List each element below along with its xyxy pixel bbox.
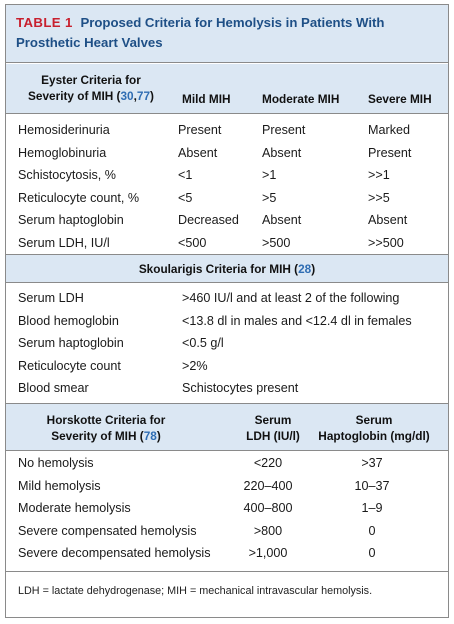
cell-ldh: >800	[253, 523, 283, 538]
table-row	[6, 310, 448, 333]
row-label: Severe decompensated hemolysis	[18, 546, 211, 561]
cell-severe: >>5	[368, 190, 390, 205]
horskotte-header-line-2	[26, 428, 186, 444]
table-row	[6, 542, 448, 565]
skoularigis-header-title	[6, 261, 448, 277]
row-label: Blood smear	[18, 381, 89, 396]
table-row	[6, 497, 448, 520]
cell-haptoglobin: >37	[361, 456, 383, 470]
title-line-1: Proposed Criteria for Hemolysis in Patients With	[80, 15, 385, 30]
cell-value: <13.8 dl in males and <12.4 dl in females	[182, 313, 412, 328]
row-label: Schistocytosis, %	[18, 168, 116, 183]
cell-mild: <5	[178, 190, 193, 205]
eyster-header-line-2	[12, 88, 170, 104]
cell-moderate: Absent	[262, 145, 302, 160]
col-serum-haptoglobin-line-1: Serum	[355, 413, 393, 427]
cell-moderate: Absent	[262, 213, 302, 228]
horskotte-ref[interactable]: 78	[143, 429, 157, 443]
cell-haptoglobin: 10–37	[354, 478, 390, 493]
col-mild-mih: Mild MIH	[182, 92, 231, 106]
cell-severe: Absent	[368, 213, 408, 228]
table-row	[6, 209, 448, 232]
cell-moderate: >1	[262, 168, 277, 183]
cell-severe: Present	[368, 145, 412, 160]
table-row	[6, 355, 448, 378]
cell-value: <0.5 g/l	[182, 336, 224, 351]
horskotte-header-line-1: Horskotte Criteria for	[46, 413, 166, 427]
eyster-header-line-1: Eyster Criteria for	[41, 73, 141, 87]
eyster-header-close: )	[150, 89, 154, 103]
eyster-ref-2[interactable]: 77	[136, 89, 151, 103]
cell-severe: >>1	[368, 168, 390, 183]
cell-ldh: <220	[253, 456, 283, 470]
eyster-ref-1[interactable]: 30	[120, 89, 134, 103]
cell-ldh: 400–800	[243, 501, 293, 516]
horskotte-header-title	[26, 412, 186, 444]
table-row	[6, 232, 448, 255]
row-label: Reticulocyte count	[18, 358, 121, 373]
cell-mild: Present	[178, 123, 222, 137]
eyster-ref-sep: ,	[133, 89, 137, 103]
table-row	[6, 452, 448, 475]
eyster-header-line-2-text: Severity of MIH (	[28, 89, 121, 103]
row-label: Severe compensated hemolysis	[18, 523, 197, 538]
cell-ldh: >1,000	[248, 546, 288, 561]
col-serum-ldh-line-1: Serum	[254, 413, 292, 427]
cell-value: >2%	[182, 358, 208, 373]
table-row	[6, 142, 448, 165]
table-title	[6, 5, 448, 63]
eyster-header-title	[12, 72, 170, 104]
table-row	[6, 187, 448, 210]
table-row	[6, 287, 448, 310]
table-row	[6, 119, 448, 142]
row-label: Serum LDH, IU/l	[18, 236, 110, 250]
table-footnote: LDH = lactate dehydrogenase; MIH = mechanical intravascular hemolysis.	[18, 585, 373, 597]
cell-moderate: Present	[262, 123, 306, 137]
row-label: Serum haptoglobin	[18, 336, 124, 351]
col-serum-haptoglobin	[308, 412, 440, 444]
cell-moderate: >500	[262, 236, 291, 250]
title-line-2: Prosthetic Heart Valves	[16, 35, 163, 50]
row-label: No hemolysis	[18, 456, 94, 470]
row-label: Hemoglobinuria	[18, 145, 107, 160]
cell-severe: >>500	[368, 236, 404, 250]
col-serum-haptoglobin-line-2: Haptoglobin (mg/dl)	[318, 429, 430, 443]
table-row	[6, 520, 448, 543]
cell-ldh: 220–400	[243, 478, 293, 493]
cell-mild: Absent	[178, 145, 218, 160]
cell-moderate: >5	[262, 190, 277, 205]
eyster-header	[6, 64, 448, 114]
table-row	[6, 332, 448, 355]
row-label: Reticulocyte count, %	[18, 190, 140, 205]
row-label: Serum haptoglobin	[18, 213, 124, 228]
row-label: Blood hemoglobin	[18, 313, 119, 328]
cell-mild: <1	[178, 168, 193, 183]
skoularigis-header-close: )	[311, 262, 316, 276]
criteria-table	[5, 4, 449, 618]
row-label: Mild hemolysis	[18, 478, 101, 493]
row-label: Moderate hemolysis	[18, 501, 131, 516]
col-serum-ldh-line-2: LDH (IU/l)	[246, 429, 300, 443]
cell-haptoglobin: 1–9	[361, 501, 383, 516]
cell-mild: Decreased	[178, 213, 239, 228]
skoularigis-ref[interactable]: 28	[298, 262, 312, 276]
cell-severe: Marked	[368, 123, 410, 137]
table-label: TABLE 1	[16, 15, 73, 30]
cell-haptoglobin: 0	[368, 546, 376, 561]
row-label: Hemosiderinuria	[18, 123, 110, 137]
section-divider	[6, 571, 448, 572]
horskotte-header-line-2-text: Severity of MIH (	[51, 429, 144, 443]
col-serum-ldh	[228, 412, 318, 444]
table-row	[6, 164, 448, 187]
cell-value: Schistocytes present	[182, 381, 299, 396]
cell-value: >460 IU/l and at least 2 of the following	[182, 291, 400, 305]
table-row	[6, 377, 448, 400]
col-moderate-mih: Moderate MIH	[262, 92, 340, 106]
horskotte-header	[6, 404, 448, 451]
row-label: Serum LDH	[18, 291, 84, 305]
skoularigis-header	[6, 255, 448, 283]
skoularigis-header-text: Skoularigis Criteria for MIH (	[138, 262, 299, 276]
col-severe-mih: Severe MIH	[368, 92, 432, 106]
cell-haptoglobin: 0	[368, 523, 376, 538]
cell-mild: <500	[178, 236, 207, 250]
table-row	[6, 475, 448, 498]
horskotte-header-close: )	[156, 429, 161, 443]
